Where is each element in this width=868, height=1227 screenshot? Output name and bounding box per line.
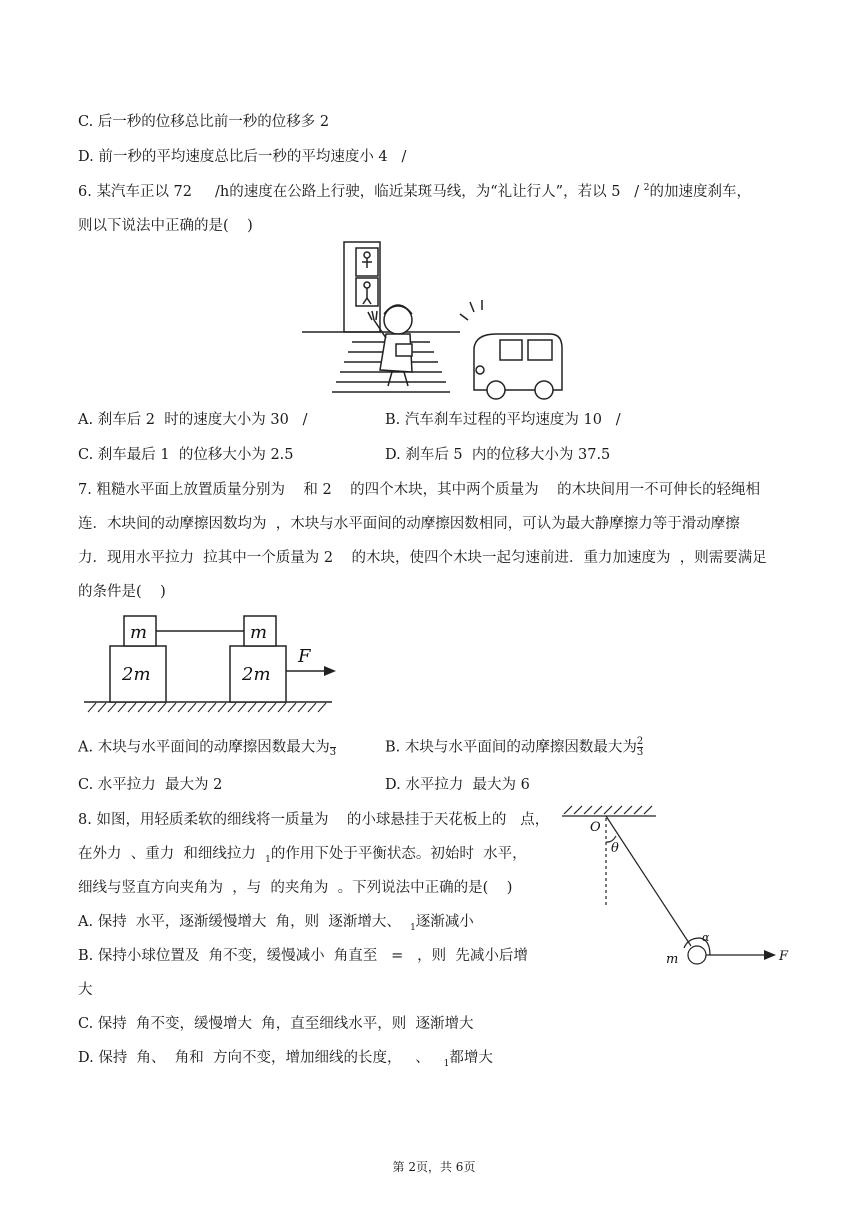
q8-label-alpha: α (702, 931, 710, 944)
q8-label-m: m (666, 952, 679, 967)
q8-option-b-line1: B. 保持小球位置及 角不变，缓慢减小 角直至 = ，则 先减小后增 (78, 948, 528, 964)
q5-option-c: C. 后一秒的位移总比前一秒的位移多 2 (78, 114, 330, 130)
q7-label-m-left: m (130, 622, 148, 643)
q7-label-2m-left: 2m (122, 664, 151, 685)
q8-stem-line2: 在外力 、重力 和细线拉力 $_1$的作用下处于平衡状态。初始时 水平， (78, 846, 527, 865)
q8-option-b-line2: 大 (78, 982, 93, 998)
q7-option-a: A. 木块与水平面间的动摩擦因数最大为 3 (78, 737, 336, 758)
q6-crosswalk-figure (300, 238, 570, 403)
q8-stem-line1: 8. 如图，用轻质柔软的细线将一质量为 的小球悬挂于天花板上的 点， (78, 812, 550, 828)
q6-option-d: D. 刹车后 5 内的位移大小为 37.5 (385, 447, 611, 463)
q7-option-b: B. 木块与水平面间的动摩擦因数最大为 $\frac{2}{3}$ (385, 736, 644, 758)
q7-label-2m-right: 2m (242, 664, 271, 685)
q6-stem-line1: 6. 某汽车正以 72 /h的速度在公路上行驶，临近某斑马线，为“礼让行人”，若以 5 / $^2$的加速度刹车， (78, 183, 751, 200)
page-footer: 第 2页，共 6页 (392, 1160, 476, 1174)
q8-option-c: C. 保持 角不变，缓慢增大 角，直至细线水平，则 逐渐增大 (78, 1016, 474, 1032)
q7-stem-line4: 的条件是( ) (78, 584, 166, 600)
q7-option-c: C. 水平拉力 最大为 2 (78, 777, 223, 793)
q7-stem-line2: 连．木块间的动摩擦因数均为 ，木块与水平面间的动摩擦因数相同，可认为最大静摩擦力等于滑动摩擦 (78, 516, 740, 532)
q8-pendulum-figure (560, 800, 800, 975)
q8-option-d: D. 保持 角、 角和 方向不变，增加细线的长度， 、 $_1$都增大 (78, 1050, 493, 1069)
q7-stem-line3: 力．现用水平拉力 拉其中一个质量为 2 的木块，使四个木块一起匀速前进．重力加速度为 ，则需要满足 (78, 550, 767, 566)
q8-label-F: F (779, 949, 789, 964)
q6-option-c: C. 刹车最后 1 的位移大小为 2.5 (78, 447, 294, 463)
q7-label-m-right: m (250, 622, 268, 643)
q8-stem-line3: 细线与竖直方向夹角为 ，与 的夹角为 。下列说法中正确的是( ) (78, 880, 513, 896)
q7-blocks-figure (80, 610, 340, 720)
q7-option-d: D. 水平拉力 最大为 6 (385, 777, 530, 793)
q6-option-b: B. 汽车刹车过程的平均速度为 10 / (385, 412, 621, 428)
q7-stem-line1: 7. 粗糙水平面上放置质量分别为 和 2 的四个木块，其中两个质量为 的木块间用一不可伸长的轻绳相 (78, 482, 761, 498)
q6-stem-line2: 则以下说法中正确的是( ) (78, 218, 253, 234)
q7-label-force: F (298, 646, 311, 667)
q8-label-theta: θ (611, 841, 619, 856)
q8-option-a: A. 保持 水平，逐渐缓慢增大 角，则 逐渐增大、 $_1$逐渐减小 (78, 914, 474, 933)
q8-label-O: O (590, 820, 601, 835)
q5-option-d: D. 前一秒的平均速度总比后一秒的平均速度小 4 / (78, 149, 407, 165)
q6-option-a: A. 刹车后 2 时的速度大小为 30 / (78, 412, 308, 428)
